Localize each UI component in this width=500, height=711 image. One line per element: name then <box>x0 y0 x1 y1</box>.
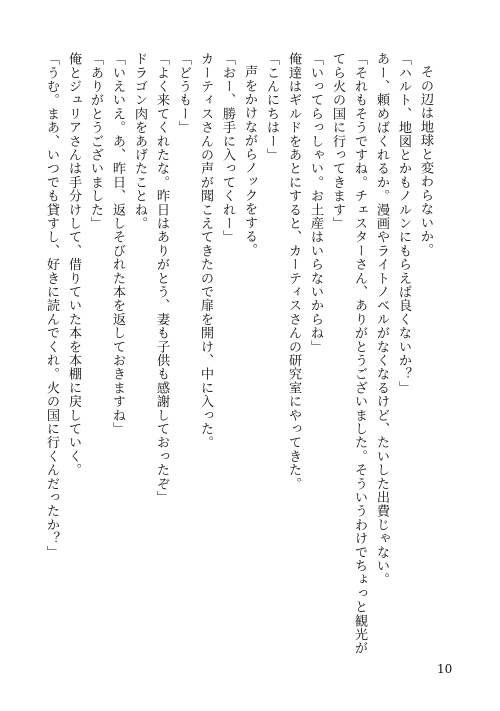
text-line: 「よく来てくれたな。昨日はありがとう、妻も子供も感謝しておったぞ」 <box>154 52 169 505</box>
text-line: 「それもそうですね。チェスターさん、ありがとうございました。そういうわけでちょっと観光が <box>352 52 367 655</box>
text-line: 「おー、勝手に入ってくれー」 <box>220 52 235 244</box>
text-line: その辺は地球と変わらないか。 <box>418 65 433 257</box>
text-line: 俺達はギルドをあとにすると、カーティスさんの研究室にやってきた。 <box>286 52 301 491</box>
text-line: 「ありがとうございました」 <box>88 52 103 231</box>
text-line: 声をかけながらノックをする。 <box>242 65 257 257</box>
text-line: 「こんにちはー」 <box>264 52 279 162</box>
text-line: 「いえいえ。あ、昨日、返しそびれた本を返しておきますね」 <box>110 52 125 436</box>
text-line: カーティスさんの声が聞こえてきたので扉を開け、中に入った。 <box>198 52 213 450</box>
text-line: 「いってらっしゃい。お土産はいらないからね」 <box>308 52 323 354</box>
text-line: ドラゴン肉をあげたことね。 <box>132 52 147 231</box>
text-line: 俺とジュリアさんは手分けして、借りていた本を本棚に戻していく。 <box>66 52 81 477</box>
text-line: てら火の国に行ってきます」 <box>330 52 345 231</box>
text-line: 「うむ。まあ、いつでも貸すし、好きに読んでくれ。火の国に行くんだったか？」 <box>44 52 59 559</box>
page-number: 10 <box>437 662 453 676</box>
text-line: あー、頼めばくれるか。漫画やライトノベルがなくなるけど、たいした出費じゃない。 <box>374 52 389 587</box>
body-text <box>40 52 436 655</box>
text-line: 「ハルト、地図とかもノルンにもらえば良くないか？」 <box>396 52 411 395</box>
text-line: 「どうもー」 <box>176 52 191 135</box>
